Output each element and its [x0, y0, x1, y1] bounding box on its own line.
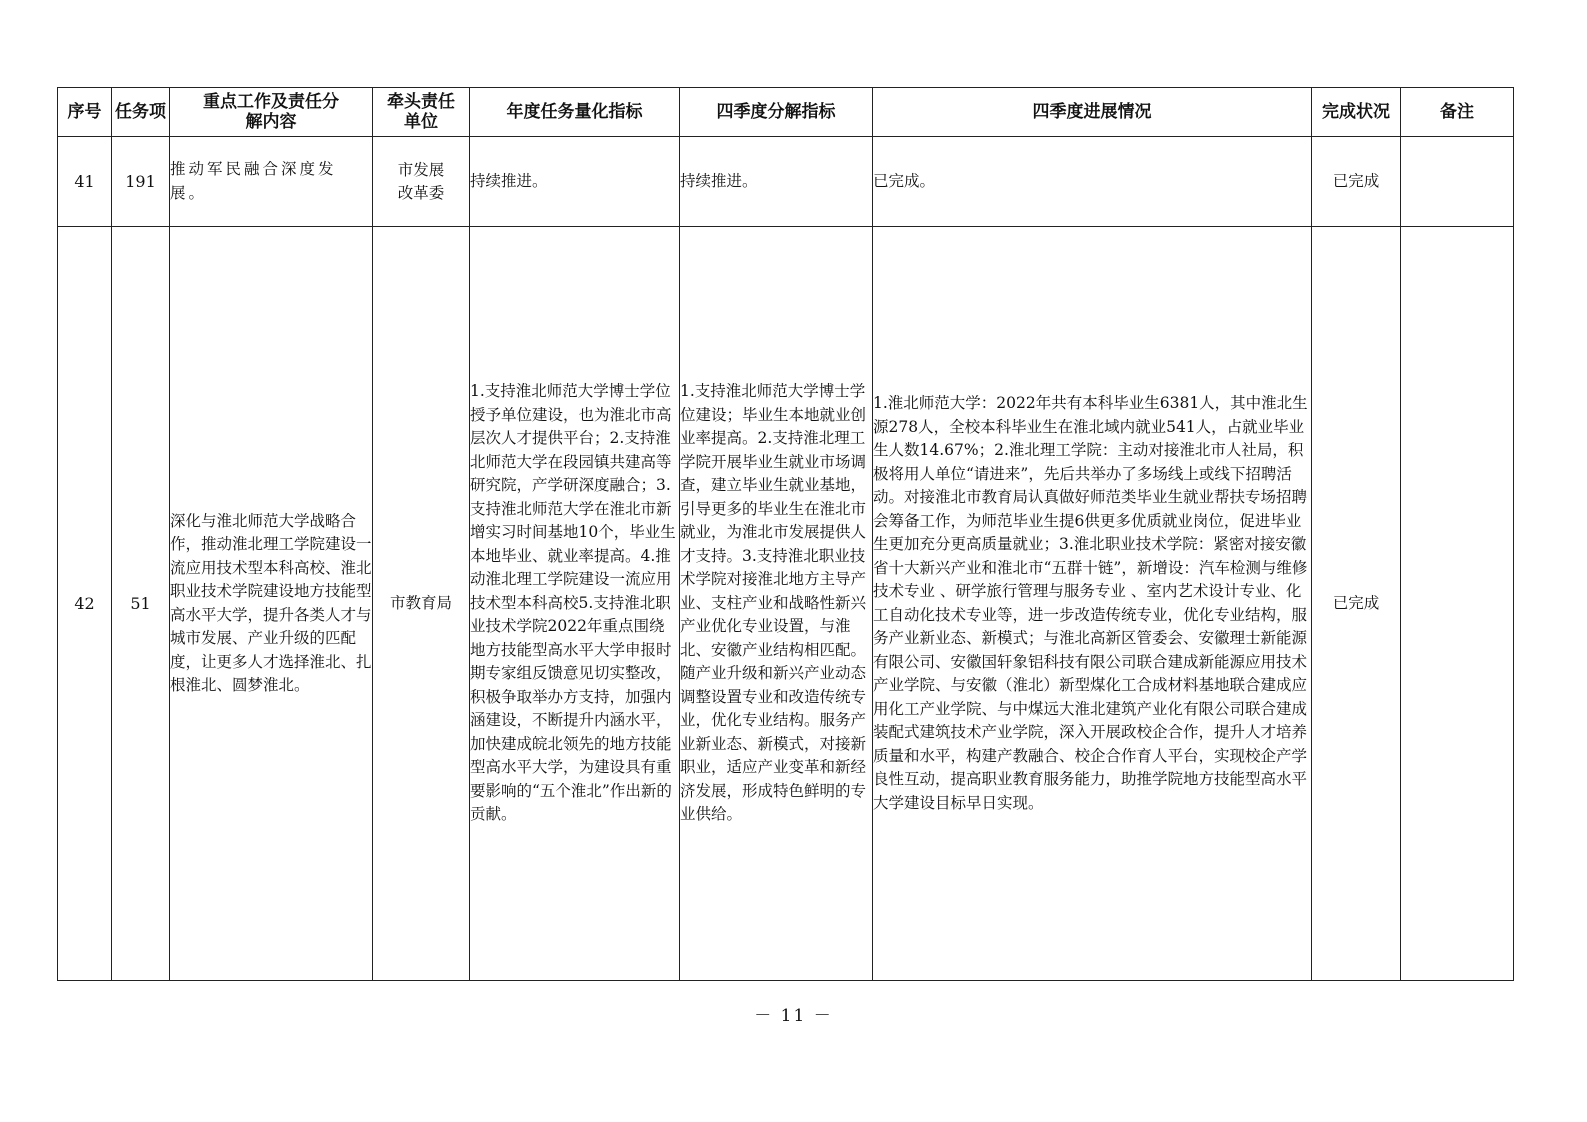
page-number: － 11 －: [754, 1006, 833, 1026]
cell-lead-unit: 市教育局: [373, 227, 470, 981]
cell-q4-progress: 1.淮北师范大学：2022年共有本科毕业生6381人，其中淮北生源278人，全校本科毕业生在淮北域内就业541人，占就业毕业生人数14.67%；2.淮北理工学院：主动对接淮北市人社局，积极将用人单位“请进来”，先后共举办了多场线上或线下招聘活动。对接淮北市教育局认真做好师范类毕业生就业帮扶专场招聘会筹备工作，为师范毕业生提6供更多优质就业岗位，促进毕业生更加充分更高质量就业；3.淮北职业技术学院：紧密对接安徽省十大新兴产业和淮北市“五群十链”，新增设：汽车检测与维修技术专业 、研学旅行管理与服务专业 、室内艺术设计专业、化工自动化技术专业等，进一步改造传统专业，优化专业结构，服务产业新业态、新模式；与淮北高新区管委会、安徽理士新能源有限公司、安徽国轩象铝科技有限公司联合建成新能源应用技术产业学院、与安徽（淮北）新型煤化工合成材料基地联合建成应用化工产业学院、与中煤远大淮北建筑产业化有限公司联合建成装配式建筑技术产业学院，深入开展政校企合作，提升人才培养质量和水平，构建产教融合、校企合作育人平台，实现校企产学良性互动，提高职业教育服务能力，助推学院地方技能型高水平大学建设目标早日实现。: [873, 227, 1312, 981]
cell-lead-unit: 市发展改革委: [373, 137, 470, 227]
cell-annual-target: 持续推进。: [470, 137, 680, 227]
cell-task-no: 191: [112, 137, 170, 227]
cell-status: 已完成: [1312, 227, 1401, 981]
header-row: [58, 88, 1514, 137]
cell-key-work: 深化与淮北师范大学战略合作，推动淮北理工学院建设一流应用技术型本科高校、淮北职业技术学院建设地方技能型高水平大学，提升各类人才与城市发展、产业升级的匹配度，让更多人才选择淮北、扎根淮北、圆梦淮北。: [170, 227, 373, 981]
cell-q4-progress: 已完成。: [873, 137, 1312, 227]
table-row: [58, 137, 1514, 227]
cell-q4-target: 持续推进。: [680, 137, 873, 227]
cell-status: 已完成: [1312, 137, 1401, 227]
cell-task-no: 51: [112, 227, 170, 981]
cell-remarks: [1401, 137, 1514, 227]
table-row: [58, 227, 1514, 981]
cell-q4-target: 1.支持淮北师范大学博士学位建设；毕业生本地就业创业率提高。2.支持淮北理工学院开展毕业生就业市场调查，建立毕业生就业基地，引导更多的毕业生在淮北市就业，为淮北市发展提供人才支持。3.支持淮北职业技术学院对接淮北地方主导产业、支柱产业和战略性新兴产业优化专业设置，与淮北、安徽产业结构相匹配。随产业升级和新兴产业动态调整设置专业和改造传统专业，优化专业结构。服务产业新业态、新模式，对接新职业，适应产业变革和新经济发展，形成特色鲜明的专业供给。: [680, 227, 873, 981]
header-annual-target: 年度任务量化指标: [470, 88, 680, 137]
header-seq: 序号: [58, 88, 112, 137]
task-progress-table: [57, 87, 1514, 981]
header-q4-target: 四季度分解指标: [680, 88, 873, 137]
header-task-no: 任务项: [112, 88, 170, 137]
cell-seq: 42: [58, 227, 112, 981]
cell-remarks: [1401, 227, 1514, 981]
header-key-work: 重点工作及责任分解内容: [170, 88, 373, 137]
cell-key-work: 推动军民融合深度发展。: [170, 137, 373, 227]
cell-annual-target: 1.支持淮北师范大学博士学位授予单位建设，也为淮北市高层次人才提供平台；2.支持淮北师范大学在段园镇共建高等研究院，产学研深度融合；3.支持淮北师范大学在淮北市新增实习时间基地10个，毕业生本地毕业、就业率提高。4.推动淮北理工学院建设一流应用技术型本科高校5.支持淮北职业技术学院2022年重点围绕地方技能型高水平大学申报时期专家组反馈意见切实整改，积极争取举办方支持，加强内涵建设，不断提升内涵水平，加快建成皖北领先的地方技能型高水平大学，为建设具有重要影响的“五个淮北”作出新的贡献。: [470, 227, 680, 981]
header-lead-unit: 牵头责任单位: [373, 88, 470, 137]
header-status: 完成状况: [1312, 88, 1401, 137]
cell-seq: 41: [58, 137, 112, 227]
header-q4-progress: 四季度进展情况: [873, 88, 1312, 137]
header-remarks: 备注: [1401, 88, 1514, 137]
